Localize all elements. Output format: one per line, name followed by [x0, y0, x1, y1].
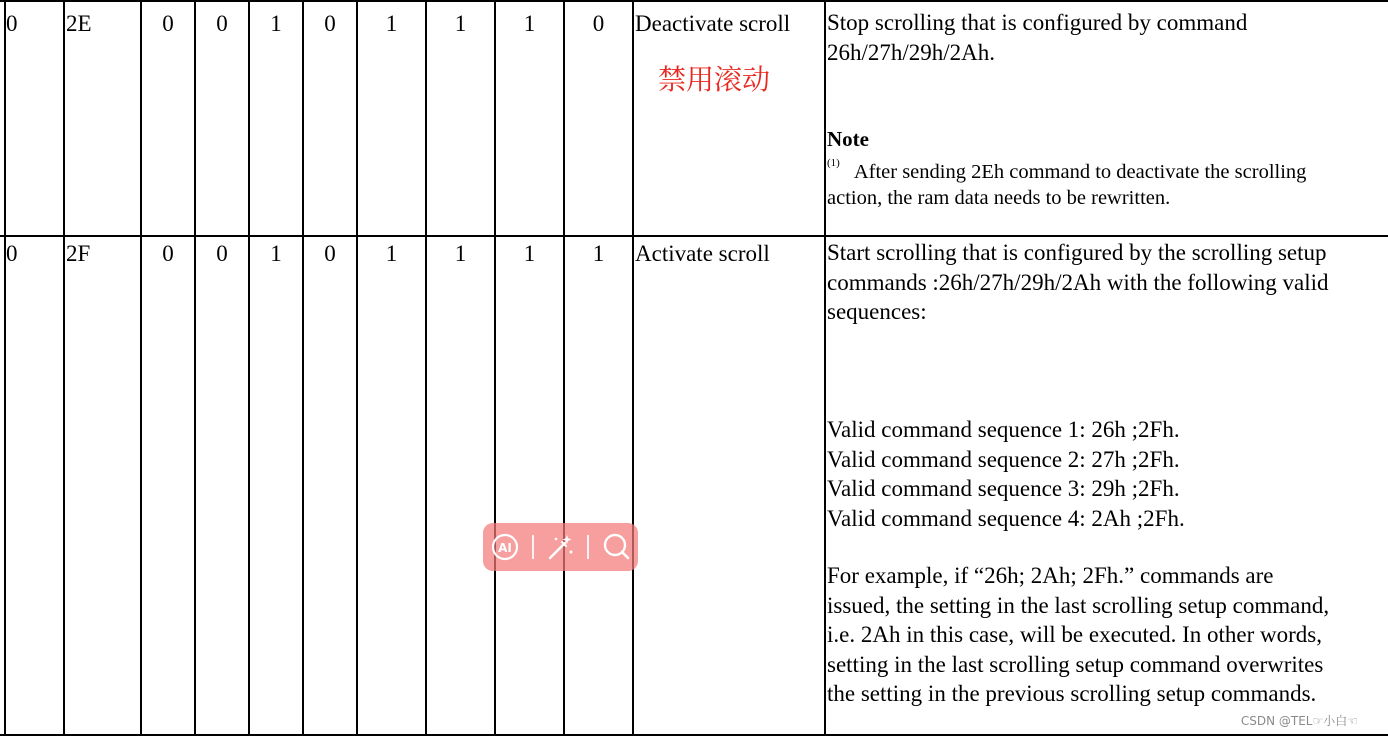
col-border [194, 0, 196, 736]
cell-d3: 1 [385, 11, 398, 36]
cell-d5: 1 [270, 11, 282, 36]
ai-icon[interactable] [487, 529, 523, 565]
table-top-border [0, 0, 1388, 2]
note: Note $^{(1)}$ After sending 2Eh command to deactivate the scrolling action, the ram data needs to be rewritten. [827, 128, 1387, 211]
cell-d6: 0 [216, 241, 228, 266]
cell-d7: 0 [162, 241, 174, 266]
floating-ai-toolbar [483, 523, 638, 571]
cell-d3: 1 [385, 241, 398, 266]
search-icon[interactable] [598, 529, 634, 565]
toolbar-separator [532, 535, 534, 559]
cell-d2: 1 [454, 11, 467, 36]
svg-text:AI: AI [498, 541, 513, 555]
cell-d4: 0 [324, 11, 336, 36]
cell-d4: 0 [324, 241, 336, 266]
cell-d7: 0 [162, 11, 174, 36]
row-divider [0, 235, 1388, 237]
magic-wand-icon[interactable] [542, 529, 578, 565]
list-item: Valid command sequence 2: 27h ;2Fh. [827, 446, 1180, 472]
cell-d6: 0 [216, 11, 228, 36]
watermark: CSDN @TEL☞小白☜ [1240, 714, 1358, 728]
cell-hex: 2F [66, 241, 91, 266]
sequence-list [827, 415, 1387, 533]
col-border [140, 0, 142, 736]
col-border [248, 0, 250, 736]
col-border [425, 0, 427, 736]
toolbar-separator [587, 535, 589, 559]
list-item: Valid command sequence 1: 26h ;2Fh. [827, 417, 1180, 442]
cell-dc: 0 [6, 241, 18, 266]
list-item: Valid command sequence 3: 29h ;2Fh. [827, 476, 1180, 501]
col-border [494, 0, 496, 736]
cell-d5: 1 [270, 241, 282, 266]
example-paragraph: For example, if “26h; 2Ah; 2Fh.” commands are issued, the setting in the last scrolling setup command, i.e. 2Ah in this case, will be executed. In other words, setting in the last scrolling setup command overwrites the setting in the previous scrolling setup commands. [827, 563, 1330, 706]
cell-d1: 1 [523, 11, 536, 36]
description: Start scrolling that is configured by the scrolling setup commands :26h/27h/29h/2Ah with the following valid sequences: [827, 240, 1329, 324]
col-border [63, 0, 65, 736]
cell-d0: 1 [592, 241, 605, 266]
command-name: Activate scroll [635, 241, 770, 266]
col-border [302, 0, 304, 736]
chinese-annotation: 禁用滚动 [658, 63, 771, 96]
col-border [356, 0, 358, 736]
list-item: Valid command sequence 4: 2Ah ;2Fh. [827, 505, 1185, 531]
col-border [632, 0, 634, 736]
description: Stop scrolling that is configured by command 26h/27h/29h/2Ah. [827, 10, 1248, 65]
cell-dc: 0 [6, 11, 18, 36]
note-title: Note [827, 127, 869, 151]
cell-hex: 2E [66, 11, 92, 36]
col-border [4, 0, 6, 736]
cell-d2: 1 [454, 241, 467, 266]
command-name: Deactivate scroll [635, 11, 791, 36]
table-bottom-border [0, 734, 1388, 736]
cell-d0: 0 [592, 11, 605, 36]
col-border [563, 0, 565, 736]
cell-d1: 1 [523, 241, 536, 266]
footnote-marker: (1) [827, 157, 840, 169]
col-border [824, 0, 826, 736]
